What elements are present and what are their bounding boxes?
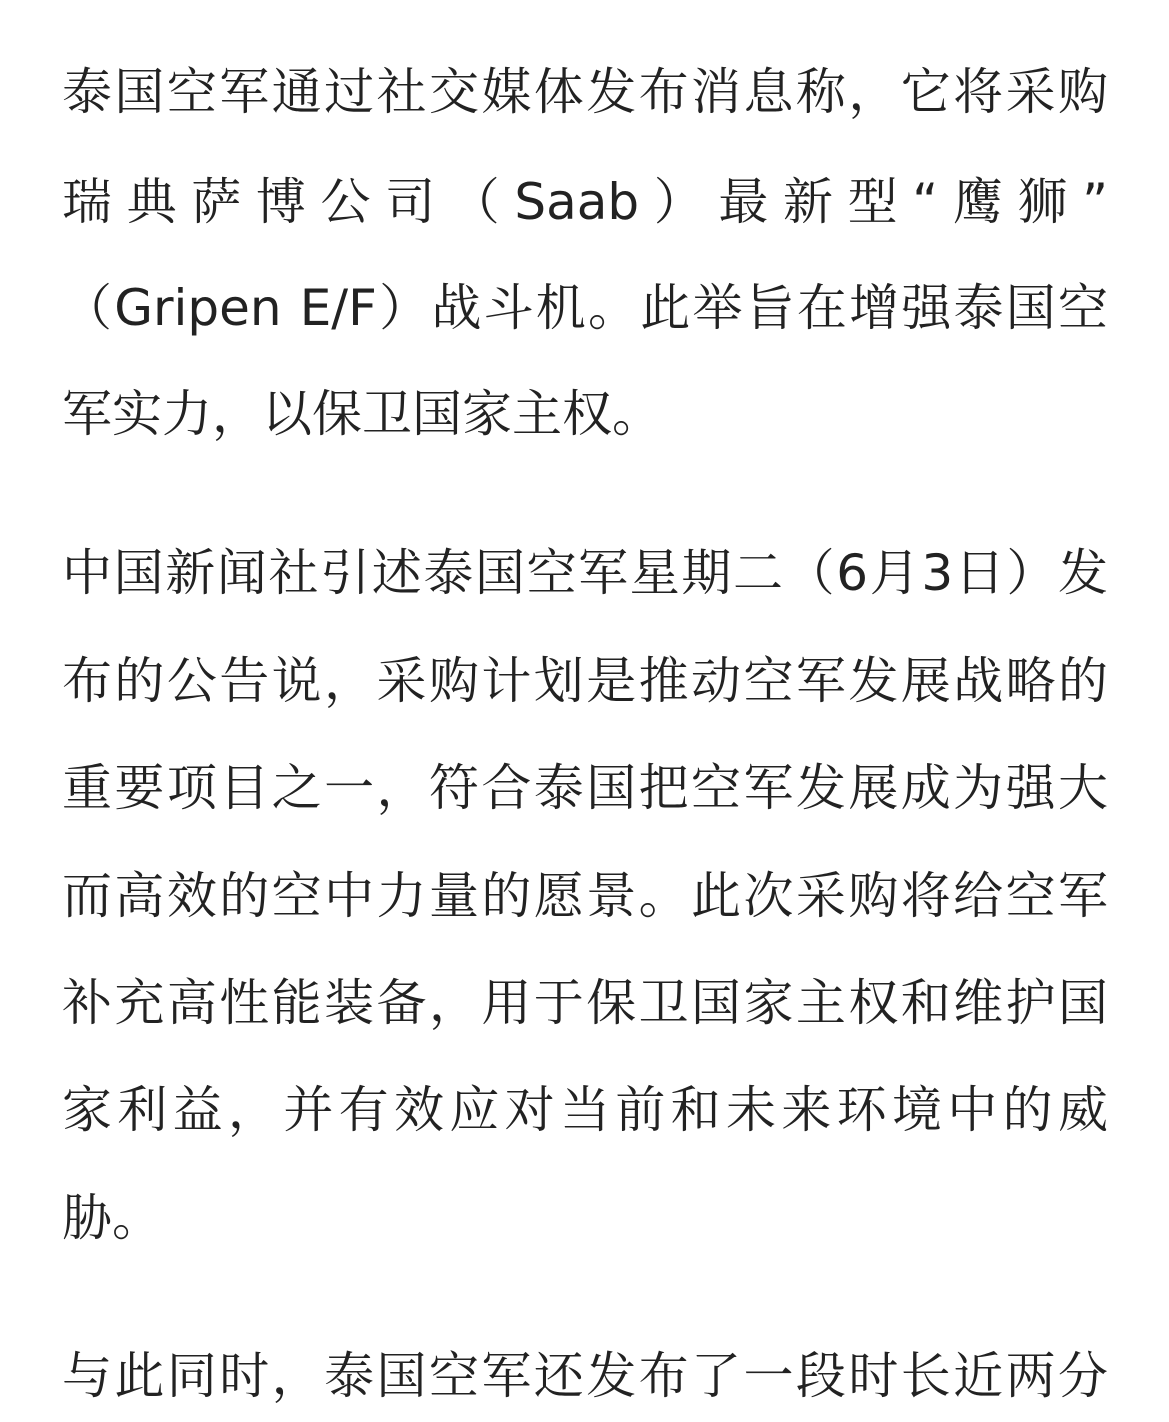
text-line: （Gripen E/F）战斗机。此举旨在增强泰国空 [62,279,1108,337]
text-line: 与此同时，泰国空军还发布了一段时长近两分 [62,1347,1108,1405]
text-line: 胁。 [62,1189,162,1247]
text-line: 而高效的空中力量的愿景。此次采购将给空军 [62,867,1108,925]
text-line: 瑞典萨博公司（Saab）最新型“鹰狮” [62,173,1108,231]
text-line: 重要项目之一，符合泰国把空军发展成为强大 [62,759,1108,817]
text-line: 军实力，以保卫国家主权。 [62,385,662,443]
text-line: 家利益，并有效应对当前和未来环境中的威 [62,1081,1108,1139]
text-line: 泰国空军通过社交媒体发布消息称，它将采购 [62,63,1108,121]
text-line: 布的公告说，采购计划是推动空军发展战略的 [62,652,1108,710]
text-line: 中国新闻社引述泰国空军星期二（6月3日）发 [62,544,1108,602]
text-line: 补充高性能装备，用于保卫国家主权和维护国 [62,974,1108,1032]
